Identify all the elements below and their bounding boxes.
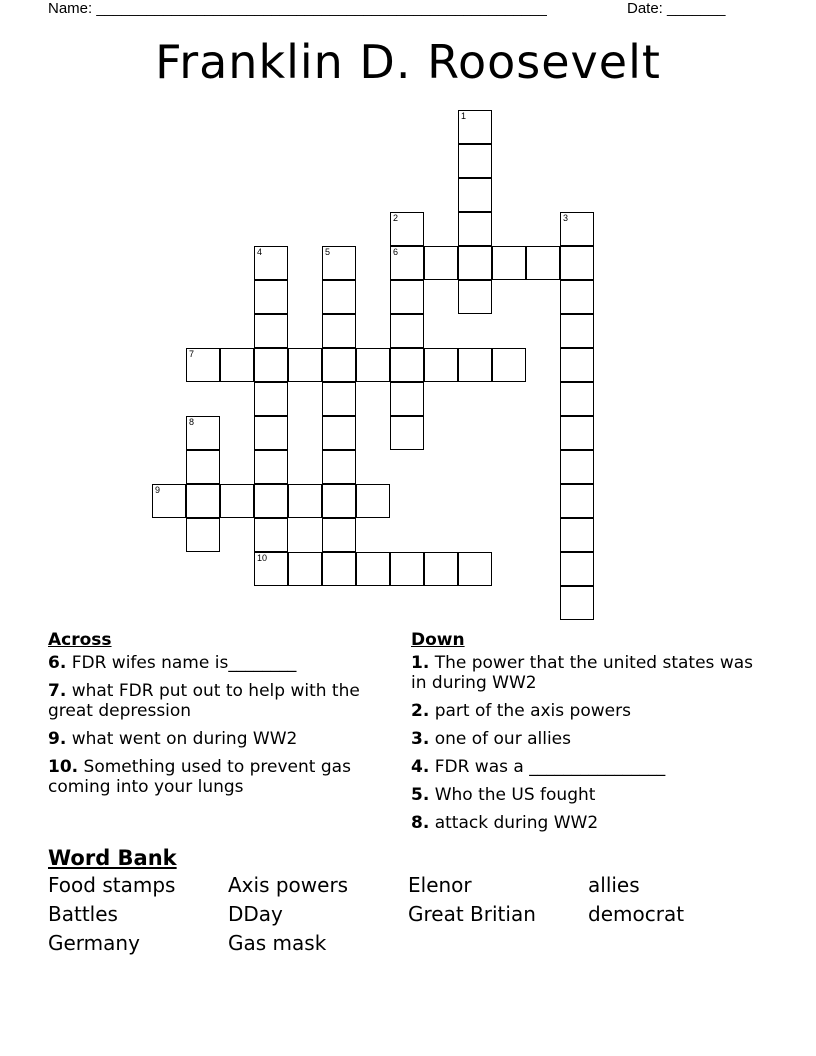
- grid-cell[interactable]: [322, 416, 356, 450]
- grid-cell[interactable]: [390, 212, 424, 246]
- grid-cell[interactable]: [186, 416, 220, 450]
- grid-cell[interactable]: [288, 552, 322, 586]
- clue-across-7: [48, 681, 388, 721]
- clue-number: 5.: [411, 785, 430, 805]
- grid-cell[interactable]: [560, 382, 594, 416]
- grid-cell[interactable]: [458, 178, 492, 212]
- grid-cell[interactable]: [322, 484, 356, 518]
- grid-cell[interactable]: [560, 280, 594, 314]
- grid-cell[interactable]: [220, 348, 254, 382]
- grid-cell[interactable]: [424, 552, 458, 586]
- grid-cell[interactable]: [424, 246, 458, 280]
- grid-cell[interactable]: [186, 484, 220, 518]
- grid-cell[interactable]: [356, 348, 390, 382]
- grid-cell[interactable]: [390, 382, 424, 416]
- clue-number: 10.: [48, 757, 79, 777]
- grid-cell[interactable]: [322, 246, 356, 280]
- clue-text: FDR was a ________________: [434, 757, 666, 777]
- grid-cell[interactable]: [390, 314, 424, 348]
- word-bank-item: Food stamps: [48, 873, 176, 897]
- grid-cell[interactable]: [458, 110, 492, 144]
- clue-text: attack during WW2: [434, 813, 599, 833]
- grid-cell[interactable]: [288, 484, 322, 518]
- clue-down-8: [411, 813, 771, 833]
- word-bank-item: democrat: [588, 902, 685, 926]
- clue-text: The power that the united states was in during WW2: [411, 653, 753, 693]
- clue-number: 2.: [411, 701, 430, 721]
- grid-cell[interactable]: [526, 246, 560, 280]
- grid-cell[interactable]: [254, 484, 288, 518]
- grid-cell[interactable]: [356, 484, 390, 518]
- cell-number: 9: [155, 485, 161, 495]
- grid-cell[interactable]: [560, 552, 594, 586]
- grid-cell[interactable]: [390, 246, 424, 280]
- grid-cell[interactable]: [492, 246, 526, 280]
- word-bank-item: Great Britian: [408, 902, 536, 926]
- grid-cell[interactable]: [390, 416, 424, 450]
- grid-cell[interactable]: [390, 280, 424, 314]
- grid-cell[interactable]: [458, 246, 492, 280]
- word-bank-item: Germany: [48, 931, 140, 955]
- word-bank: [48, 843, 768, 960]
- grid-cell[interactable]: [356, 552, 390, 586]
- grid-cell[interactable]: [458, 348, 492, 382]
- grid-cell[interactable]: [560, 246, 594, 280]
- clue-text: what FDR put out to help with the great depression: [48, 681, 360, 721]
- grid-cell[interactable]: [322, 450, 356, 484]
- clue-text: Who the US fought: [434, 785, 596, 805]
- cell-number: 3: [563, 213, 569, 223]
- clue-text: Something used to prevent gas coming into your lungs: [48, 757, 351, 797]
- grid-cell[interactable]: [186, 450, 220, 484]
- clue-number: 9.: [48, 729, 67, 749]
- grid-cell[interactable]: [560, 586, 594, 620]
- grid-cell[interactable]: [390, 348, 424, 382]
- word-bank-item: allies: [588, 873, 640, 897]
- word-bank-title: Word Bank: [48, 846, 177, 870]
- grid-cell[interactable]: [186, 518, 220, 552]
- grid-cell[interactable]: [254, 416, 288, 450]
- word-bank-list: [48, 873, 768, 960]
- grid-cell[interactable]: [322, 348, 356, 382]
- cell-number: 5: [325, 247, 331, 257]
- grid-cell[interactable]: [254, 552, 288, 586]
- clue-text: what went on during WW2: [71, 729, 298, 749]
- cell-number: 8: [189, 417, 195, 427]
- grid-cell[interactable]: [288, 348, 322, 382]
- across-heading: Across: [48, 630, 112, 650]
- date-field-label[interactable]: Date: _______: [627, 0, 726, 17]
- grid-cell[interactable]: [254, 348, 288, 382]
- down-clues: [411, 630, 771, 841]
- clue-text: part of the axis powers: [434, 701, 631, 721]
- word-bank-item: Elenor: [408, 873, 472, 897]
- clue-text: FDR wifes name is________: [71, 653, 297, 673]
- word-bank-item: DDay: [228, 902, 283, 926]
- grid-cell[interactable]: [322, 552, 356, 586]
- grid-cell[interactable]: [254, 314, 288, 348]
- grid-cell[interactable]: [560, 212, 594, 246]
- grid-cell[interactable]: [254, 450, 288, 484]
- grid-cell[interactable]: [322, 382, 356, 416]
- cell-number: 6: [393, 247, 399, 257]
- clue-number: 4.: [411, 757, 430, 777]
- grid-cell[interactable]: [220, 484, 254, 518]
- clue-down-3: [411, 729, 771, 749]
- cell-number: 1: [461, 111, 467, 121]
- grid-cell[interactable]: [458, 212, 492, 246]
- cell-number: 7: [189, 349, 195, 359]
- grid-cell[interactable]: [390, 552, 424, 586]
- grid-cell[interactable]: [322, 280, 356, 314]
- grid-cell[interactable]: [560, 314, 594, 348]
- clue-down-1: [411, 653, 771, 693]
- clue-across-6: [48, 653, 388, 673]
- grid-cell[interactable]: [458, 552, 492, 586]
- grid-cell[interactable]: [492, 348, 526, 382]
- word-bank-item: Axis powers: [228, 873, 349, 897]
- clue-number: 6.: [48, 653, 67, 673]
- cell-number: 4: [257, 247, 263, 257]
- grid-cell[interactable]: [322, 518, 356, 552]
- grid-cell[interactable]: [254, 518, 288, 552]
- clue-down-2: [411, 701, 771, 721]
- clue-across-9: [48, 729, 388, 749]
- down-heading: Down: [411, 630, 465, 650]
- grid-cell[interactable]: [254, 382, 288, 416]
- grid-cell[interactable]: [458, 144, 492, 178]
- page-title: Franklin D. Roosevelt: [155, 35, 661, 89]
- across-clues: [48, 630, 388, 805]
- word-bank-item: Gas mask: [228, 931, 327, 955]
- word-bank-item: Battles: [48, 902, 118, 926]
- grid-cell[interactable]: [424, 348, 458, 382]
- clue-down-5: [411, 785, 771, 805]
- name-field-label[interactable]: Name: ______________________________________________________: [48, 0, 547, 17]
- clue-number: 8.: [411, 813, 430, 833]
- grid-cell[interactable]: [186, 348, 220, 382]
- grid-cell[interactable]: [560, 416, 594, 450]
- grid-cell[interactable]: [254, 246, 288, 280]
- grid-cell[interactable]: [322, 314, 356, 348]
- grid-cell[interactable]: [458, 280, 492, 314]
- grid-cell[interactable]: [560, 518, 594, 552]
- clue-number: 1.: [411, 653, 430, 673]
- grid-cell[interactable]: [560, 484, 594, 518]
- clue-across-10: [48, 757, 388, 797]
- clue-down-4: [411, 757, 771, 777]
- clue-number: 7.: [48, 681, 67, 701]
- clue-text: one of our allies: [434, 729, 572, 749]
- clue-number: 3.: [411, 729, 430, 749]
- cell-number: 10: [257, 553, 268, 563]
- cell-number: 2: [393, 213, 399, 223]
- grid-cell[interactable]: [560, 348, 594, 382]
- grid-cell[interactable]: [152, 484, 186, 518]
- grid-cell[interactable]: [254, 280, 288, 314]
- grid-cell[interactable]: [560, 450, 594, 484]
